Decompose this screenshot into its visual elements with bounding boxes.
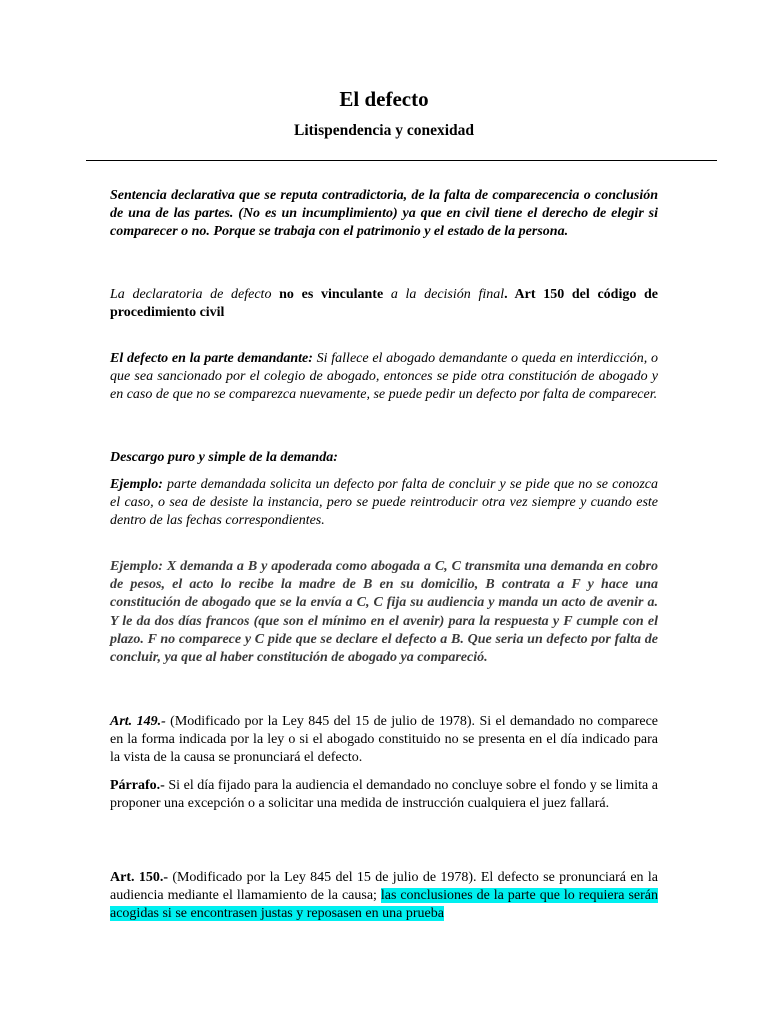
declaratoria-article-ref: . Art 150 del código de procedimiento civil: [110, 287, 659, 321]
page-title: El defecto: [339, 87, 429, 111]
art-150-label: Art. 150.-: [110, 870, 168, 885]
horizontal-divider: [86, 160, 717, 161]
paragraph-ejemplo-2: [110, 558, 658, 667]
defecto-demandante-label: El defecto en la parte demandante:: [110, 351, 313, 366]
paragraph-declaratoria: [110, 286, 658, 322]
defecto-demandante-text: Si fallece el abogado demandante o queda en interdicción, o que sea sancionado por el colegio de abogado, entonces se pide otra constitución de abogado y en caso de que no se comparezca nuevamente, se puede pedir un defecto por falta de comparecer.: [110, 351, 658, 403]
page-subtitle: Litispendencia y conexidad: [294, 122, 474, 139]
ejemplo-1-label: Ejemplo:: [110, 477, 163, 492]
paragraph-art-149: [110, 713, 658, 768]
section-heading-descargo: Descargo puro y simple de la demanda:: [110, 450, 338, 465]
paragraph-definition: Sentencia declarativa que se reputa contradictoria, de la falta de comparecencia o conclusión de una de las partes. (No es un incumplimiento) ya que en civil tiene el derecho de elegir si comparecer o no. Porque se trabaja con el patrimonio y el estado de la persona.: [110, 188, 658, 240]
parrafo-label: Párrafo.-: [110, 778, 165, 793]
paragraph-parrafo: [110, 777, 658, 813]
declaratoria-text-a: La declaratoria de defecto: [110, 287, 280, 302]
art-149-label: Art. 149.-: [110, 714, 166, 729]
ejemplo-1-text: parte demandada solicita un defecto por falta de concluir y se pide que no se conozca el caso, o sea de desiste la instancia, pero se puede reintroducir otra vez siempre y cuando este dentro de las fechas correspondientes.: [110, 477, 658, 529]
parrafo-text: Si el día fijado para la audiencia el demandado no concluye sobre el fondo y se limita a proponer una excepción o a solicitar una medida de instrucción cualquiera el juez fallará.: [110, 778, 658, 812]
art-150-text: (Modificado por la Ley 845 del 15 de julio de 1978). El defecto se pronunciará en la audiencia mediante el llamamiento de la causa;: [110, 870, 658, 904]
paragraph-ejemplo-1: [110, 476, 658, 531]
paragraph-art-150: [110, 869, 658, 924]
art-149-text: (Modificado por la Ley 845 del 15 de julio de 1978). Si el demandado no comparece en la forma indicada por la ley o si el abogado constituido no se presenta en el día indicado para la vista de la causa se pronunciará el defecto.: [110, 714, 658, 766]
declaratoria-text-c: a la decisión final: [383, 287, 505, 302]
art-150-highlighted-text: las conclusiones de la parte que lo requiera serán acogidas si se encontrasen justas y reposasen en una prueba: [110, 888, 658, 922]
paragraph-defecto-demandante: [110, 350, 658, 405]
ejemplo-2-text: X demanda a B y apoderada como abogada a C, C transmita una demanda en cobro de pesos, el acto lo recibe la madre de B en su domicilio, B contrata a F y hace una constitución de abogado que se la envía a C, C fija su audiencia y manda un acto de avenir a. Y le da dos días francos (que son el mínimo en el avenir) para la respuesta y F cumple con el plazo. F no comparece y C pide que se declare el defecto a B. Que seria un defecto por falta de concluir, ya que al haber constitución de abogado ya compareció.: [110, 559, 658, 666]
declaratoria-emphasis: no es vinculante: [279, 287, 384, 302]
ejemplo-2-label: Ejemplo:: [110, 559, 163, 574]
